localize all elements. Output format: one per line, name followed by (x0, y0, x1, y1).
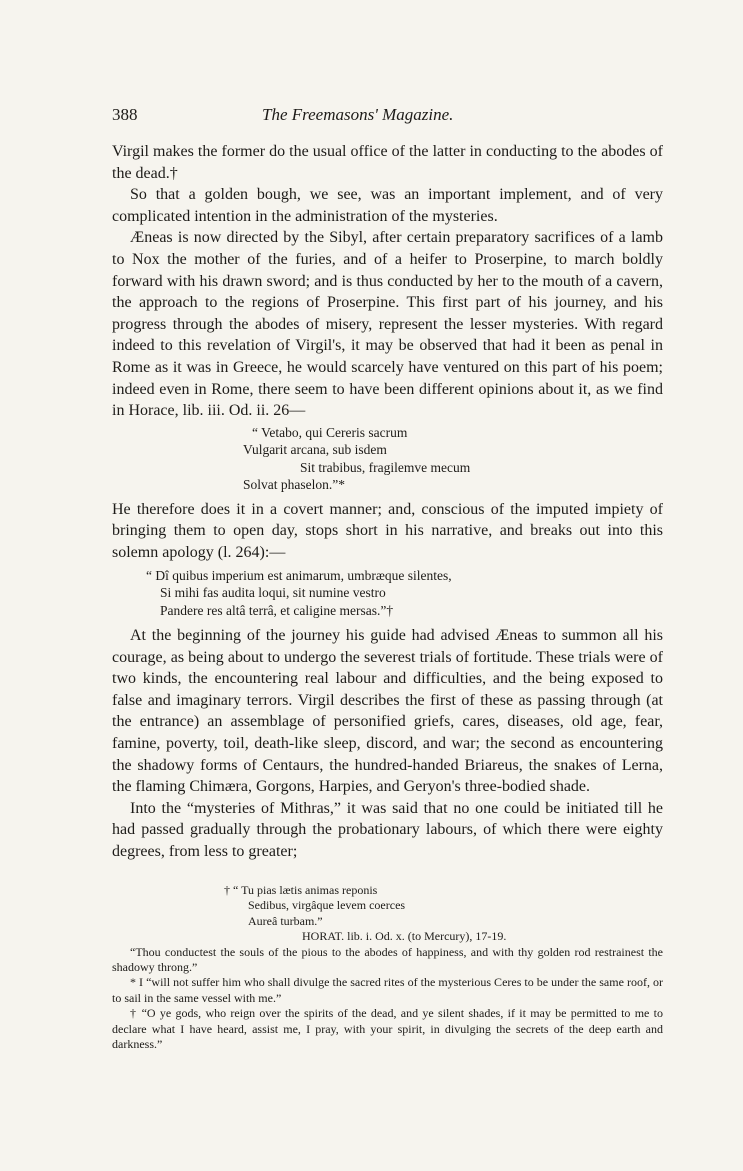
page-number: 388 (112, 105, 138, 124)
horace-verse (112, 424, 663, 494)
verse-line: Solvat phaselon.”* (243, 477, 345, 493)
verse-line: Si mihi fas audita loqui, sit numine vestro (160, 585, 386, 600)
verse-line: “ Vetabo, qui Cereris sacrum (252, 424, 408, 440)
paragraph-6: Into the “mysteries of Mithras,” it was said that no one could be initiated till he had passed gradually through the probationary labours, of which there were eighty degrees, from less to greater; (112, 799, 663, 860)
body-text (112, 141, 663, 863)
footnote-citation: HORAT. lib. i. Od. x. (to Mercury), 17-19. (302, 929, 507, 944)
paragraph-1: Virgil makes the former do the usual office of the latter in conducting to the abodes of the dead.† (112, 143, 663, 182)
footnote-verse-line: Sedibus, virgâque levem coerces (248, 898, 406, 913)
footnotes (112, 883, 663, 1052)
footnote-verse-line: † “ Tu pias lætis animas reponis (224, 883, 378, 897)
footnote-verse-line: Aureâ turbam.” (248, 913, 323, 928)
footnote-translation: “Thou conductest the souls of the pious to the abodes of happiness, and with thy golden rod restrainest the shadowy throng.” (112, 944, 663, 975)
virgil-verse (112, 567, 663, 620)
paragraph-3: Æneas is now directed by the Sibyl, after certain preparatory sacrifices of a lamb to Nox the mother of the furies, and of a heifer to Proserpine, to march boldly forward with his drawn sword; and is thus conducted by her to the mouth of a cavern, the approach to the regions of Proserpine. This first part of his journey, and his progress through the abodes of misery, represent the lesser mysteries. With regard indeed to this revelation of Virgil's, it may be observed that had it been as penal in Rome as it was in Greece, he would scarcely have ventured on this part of his poem; indeed even in Rome, there seem to have been different opinions about it, as we find in Horace, lib. iii. Od. ii. 26— (112, 229, 663, 420)
verse-line: “ Dî quibus imperium est animarum, umbræque silentes, (146, 567, 452, 583)
verse-line: Vulgarit arcana, sub isdem (243, 442, 387, 458)
footnote-verse (112, 883, 663, 929)
paragraph-2: So that a golden bough, we see, was an important implement, and of very complicated intention in the administration of the mysteries. (112, 186, 663, 225)
verse-line: Sit trabibus, fragilemve mecum (300, 459, 471, 475)
footnote-2: * I “will not suffer him who shall divulge the sacred rites of the mysterious Ceres to be under the same roof, or to sail in the same vessel with me.” (112, 975, 663, 1005)
page-header (112, 105, 663, 129)
footnote-3: † “O ye gods, who reign over the spirits of the dead, and ye silent shades, if it may be permitted to me to declare what I have heard, assist me, I pray, with your spirit, in divulging the secrets of the deep earth and darkness.” (112, 1006, 663, 1052)
paragraph-4: He therefore does it in a covert manner; and, conscious of the imputed impiety of bringing them to open day, stops short in his narrative, and breaks out into this solemn apology (l. 264):— (112, 500, 663, 561)
verse-line: Pandere res altâ terrâ, et caligine mersas.”† (160, 602, 394, 618)
paragraph-5: At the beginning of the journey his guide had advised Æneas to summon all his courage, as being about to undergo the severest trials of fortitude. These trials were of two kinds, the encountering real labour and difficulties, and the being exposed to false and imaginary terrors. Virgil describes the first of these as passing through (at the entrance) an assemblage of personified griefs, cares, diseases, old age, fear, famine, poverty, toil, death-like sleep, discord, and war; the second as encountering the shadowy forms of Centaurs, the hundred-handed Briareus, the snakes of Lerna, the flaming Chimæra, Gorgons, Harpies, and Geryon's three-bodied shade. (112, 627, 663, 796)
running-title: The Freemasons' Magazine. (262, 105, 454, 124)
